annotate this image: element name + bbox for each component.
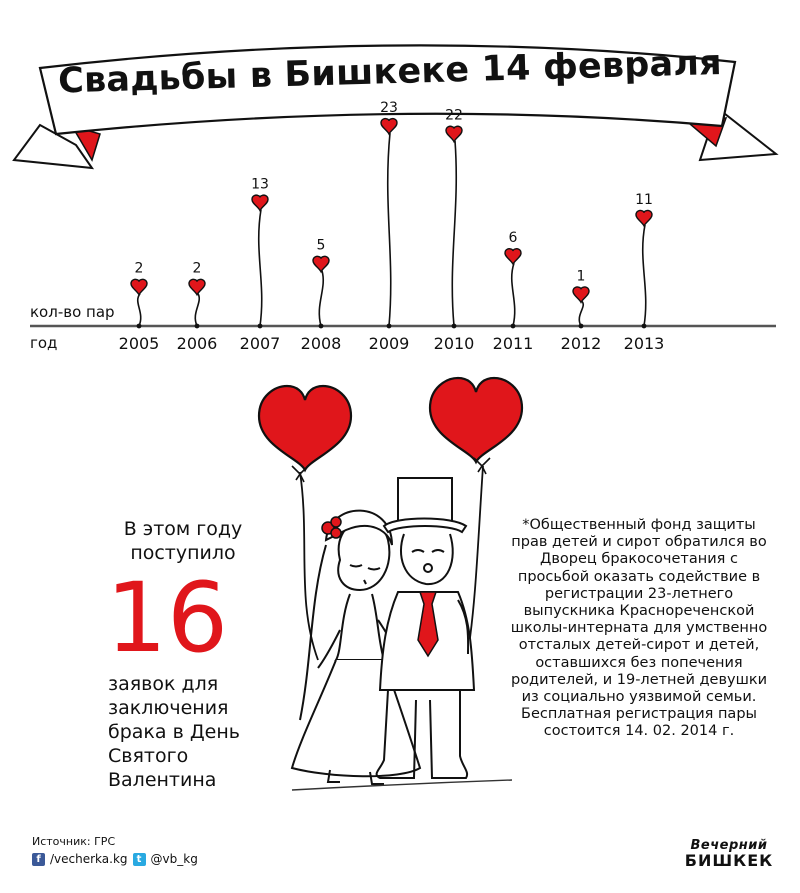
year-label-2007: 2007 [239,334,281,353]
applications-count: 16 [105,562,229,674]
outro-text: заявок для заключения брака в День Святого Валентина [108,673,240,791]
x-axis-label: год [30,334,58,352]
value-label-2007: 13 [251,176,269,193]
y-axis-label: кол-во пар [30,303,115,321]
twitter-icon: t [133,853,146,866]
value-label-2011: 6 [508,230,518,247]
intro-text: В этом году поступило [123,518,243,564]
year-label-2006: 2006 [176,334,218,353]
facebook-icon: f [32,853,45,866]
footnote-text: *Общественный фонд защиты прав детей и сирот обратился во Дворец бракосочетания с просьбой оказать содействие в регистрации 23-летнего выпускника Краснореченской школы-интерната для умственно отсталых детей-сирот и детей, оставшихся без попечения родителей, и 19-летней девушки из социально уязвимой семьи. Бесплатная регистрация пары состоится 14. 02. 2014 г. [510,517,768,740]
year-label-2009: 2009 [368,334,410,353]
social-links [32,852,198,866]
value-label-2005: 2 [134,260,144,277]
value-label-2013: 11 [635,191,653,208]
source-text: Источник: ГРС [32,835,116,848]
year-label-2012: 2012 [560,334,602,353]
value-label-2012: 1 [576,268,586,285]
right-heart-balloon-icon [430,378,522,462]
publisher-logo [681,838,777,868]
year-label-2005: 2005 [118,334,160,353]
logo-line-2: БИШКЕК [684,851,774,870]
facebook-link[interactable]: /vecherka.kg [50,852,128,866]
logo-line-1: Вечерний [690,838,768,853]
left-heart-balloon-icon [259,386,351,470]
year-label-2010: 2010 [433,334,475,353]
year-label-2011: 2011 [492,334,534,353]
value-label-2008: 5 [316,237,326,254]
value-label-2010: 22 [445,107,463,124]
value-label-2006: 2 [192,260,202,277]
twitter-link[interactable]: @vb_kg [150,852,198,866]
year-label-2013: 2013 [623,334,665,353]
value-label-2009: 23 [380,100,398,116]
year-label-2008: 2008 [300,334,342,353]
page-title: Свадьбы в Бишкеке 14 февраля [57,42,723,102]
